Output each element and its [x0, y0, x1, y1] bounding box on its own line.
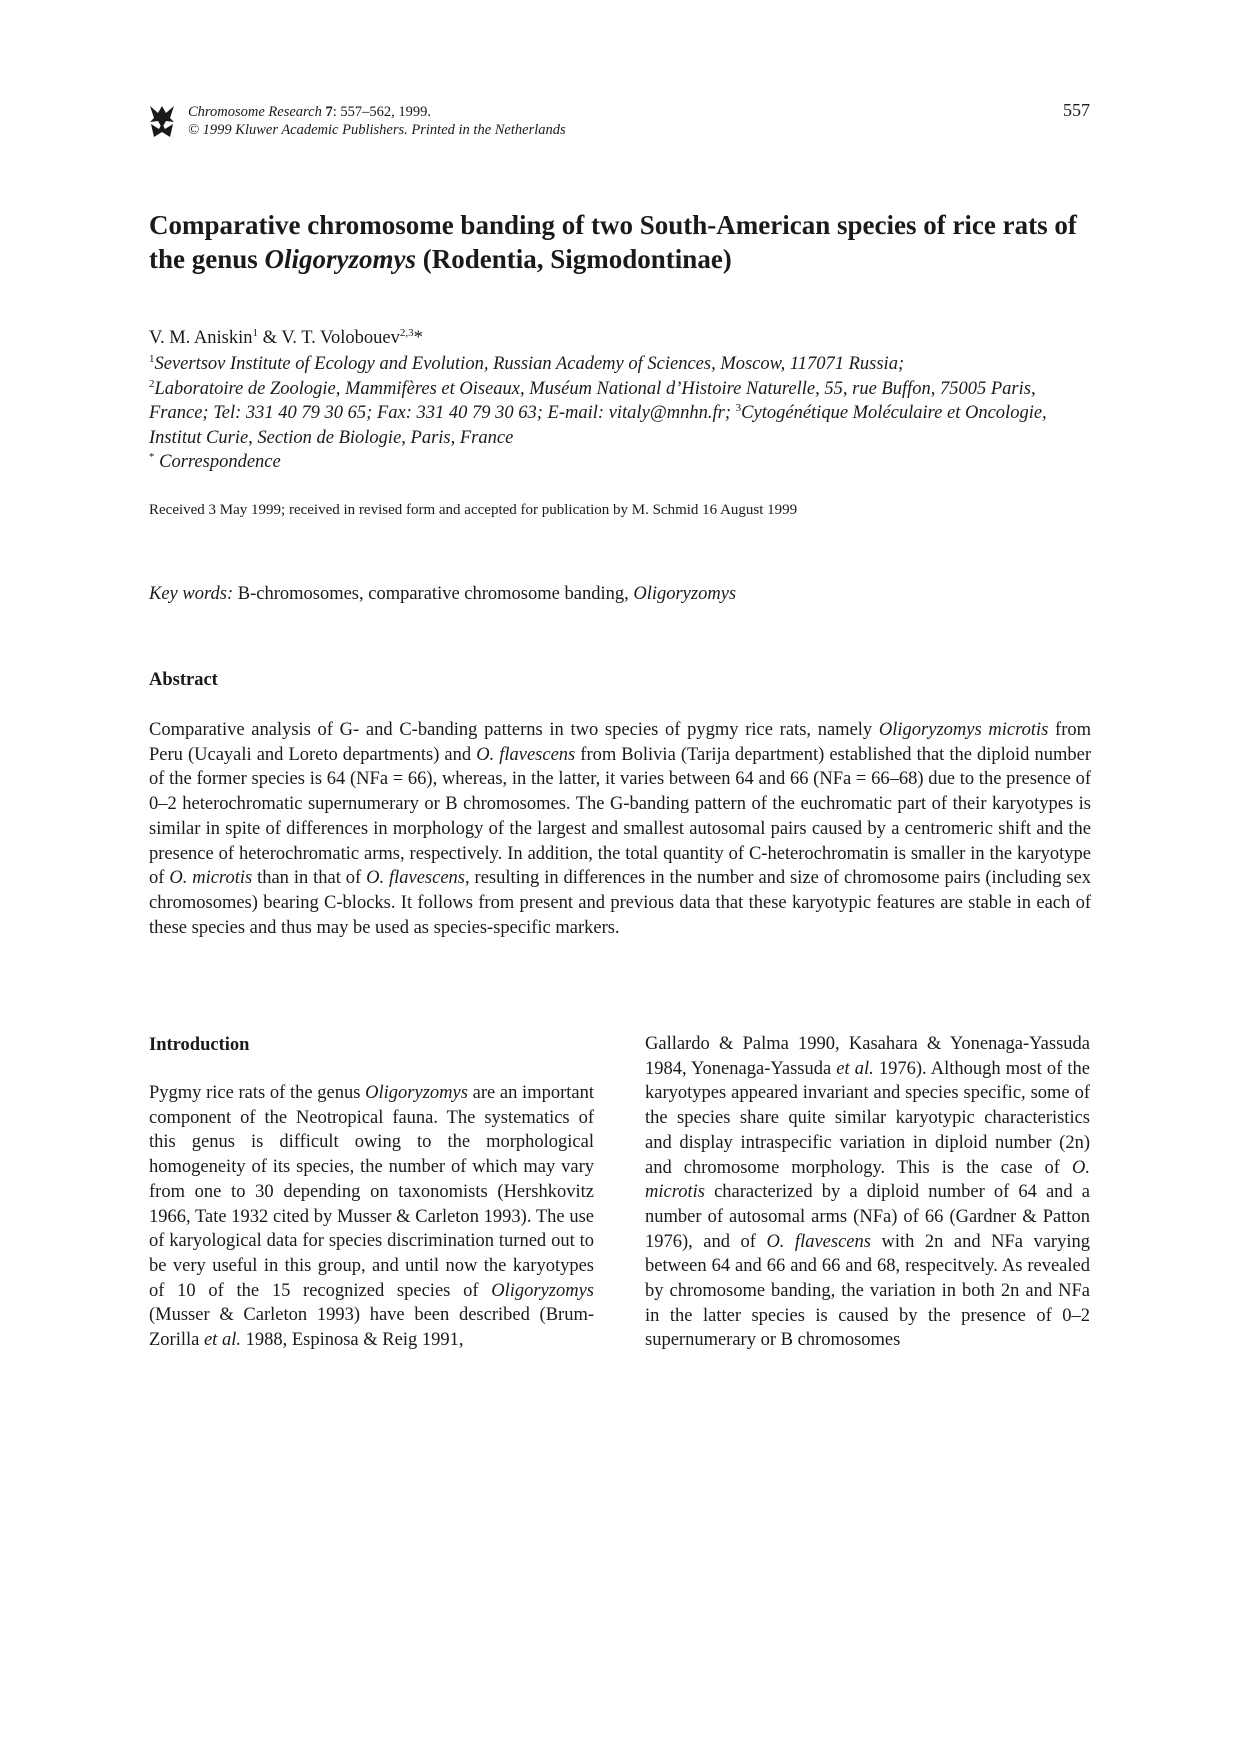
- authors: [149, 326, 423, 350]
- title-text-end: (Rodentia, Sigmodontinae): [416, 244, 732, 274]
- abstract-text: than in that of: [252, 868, 367, 889]
- genus-name: Oligoryzomys: [365, 1083, 468, 1103]
- introduction-heading: Introduction: [149, 1035, 250, 1055]
- intro-text: characterized by a diploid number of 64 and a number of autosomal arms (NFa) of 66 (Gardner & Patton 1976), and of: [645, 1182, 1090, 1252]
- affil-3-sup: 3: [735, 401, 742, 414]
- author-2: V. T. Volobouev: [281, 328, 400, 348]
- journal-volume: 7: [325, 104, 333, 120]
- species-name: O. microtis: [645, 1157, 1090, 1203]
- intro-text: Gallardo & Palma 1990, Kasahara & Yonenaga-Yassuda 1984, Yonenaga-Yassuda: [645, 1034, 1090, 1079]
- species-name: O. flavescens: [366, 868, 466, 889]
- species-name: O. flavescens: [476, 744, 576, 765]
- keywords-label: Key words:: [149, 584, 234, 604]
- keywords: [149, 584, 736, 605]
- affil-2-sup: 2: [149, 377, 155, 390]
- author-sep: &: [258, 328, 282, 348]
- journal-header: [188, 103, 566, 139]
- keywords-genus: Oligoryzomys: [633, 584, 737, 604]
- abstract-text: from Peru (Ucayali and Loreto departments) and: [149, 720, 1091, 765]
- abstract-text: from Bolivia (Tarija department) established that the diploid number of the former species is 64 (NFa = 66), whereas, in the latter, it varies between 64 and 66 (NFa = 66–68) due to the presence of 0–2 heterochromatic supernumerary or B chromosomes. The G-banding pattern of the euchromatic part of their karyotypes is similar in spite of differences in morphology of the largest and smallest autosomal pairs caused by a centromeric shift and the presence of heterochromatic arms, respectively. In addition, the total quantity of C-heterochromatin is smaller in the karyotype of: [149, 744, 1091, 889]
- genus-name: Oligoryzomys: [491, 1280, 594, 1301]
- affiliation-2-3: [149, 377, 1099, 451]
- species-name: O. flavescens: [766, 1231, 871, 1252]
- affil-3-text: Cytogénétique Moléculaire et Oncologie, Institut Curie, Section de Biologie, Paris, France: [149, 403, 1047, 448]
- species-name: O. microtis: [169, 868, 253, 889]
- title-genus: Oligoryzomys: [264, 244, 417, 274]
- page-number: 557: [1063, 100, 1090, 120]
- author-1: V. M. Aniskin: [149, 328, 253, 348]
- publisher-logo: [148, 104, 176, 140]
- received-dates: Received 3 May 1999; received in revised form and accepted for publication by M. Schmid 16 August 1999: [149, 502, 798, 518]
- intro-text: with 2n and NFa varying between 64 and 66 and 66 and 68, respecitvely. As revealed by chromosome banding, the variation in both 2n and NFa in the latter species is caused by the presence of 0–2 supernumerary or B chromosomes: [645, 1231, 1090, 1351]
- affiliation-1: [149, 352, 1099, 377]
- abstract-heading: Abstract: [149, 670, 218, 690]
- affiliations: [149, 352, 1099, 475]
- introduction-column-1: [149, 1081, 594, 1353]
- corr-star: *: [149, 450, 155, 463]
- correspondence: [149, 450, 1099, 475]
- affil-2-text: Laboratoire de Zoologie, Mammifères et Oiseaux, Muséum National d’Histoire Naturelle, 55, rue Buffon, 75005 Paris, France; Tel: 331 40 79 30 65; Fax: 331 40 79 30 63; E-mail: vitaly@mnhn.fr;: [149, 378, 1036, 423]
- affil-1-text: Severtsov Institute of Ecology and Evolution, Russian Academy of Sciences, Moscow, 117071 Russia;: [154, 354, 905, 374]
- affil-1-sup: 1: [149, 352, 155, 365]
- author-star: *: [413, 328, 423, 348]
- abstract-text: Comparative analysis of G- and C-banding patterns in two species of pygmy rice rats, namely: [149, 720, 879, 740]
- intro-text: Pygmy rice rats of the genus: [149, 1083, 366, 1103]
- intro-text: 1988, Espinosa & Reig 1991,: [240, 1330, 464, 1351]
- species-name: Oligoryzomys microtis: [878, 720, 1049, 740]
- intro-text: (Musser & Carleton 1993) have been described (Brum-Zorilla: [149, 1305, 594, 1351]
- author-2-sup: 2,3: [399, 326, 414, 339]
- copyright-line: © 1999 Kluwer Academic Publishers. Printed in the Netherlands: [188, 122, 566, 138]
- intro-text: are an important component of the Neotropical fauna. The systematics of this genus is difficult owing to the morphological homogeneity of its species, the number of which may vary from one to 30 depending on taxonomists (Hershkovitz 1966, Tate 1932 cited by Musser & Carleton 1993). The use of karyological data for species discrimination turned out to be very useful in this group, and until now the karyotypes of 10 of the 15 recognized species of: [149, 1083, 594, 1301]
- abstract-text: , resulting in differences in the number and size of chromosome pairs (including sex chromosomes) bearing C-blocks. It follows from present and previous data that these karyotypic features are stable in each of these species and thus may be used as species-specific markers.: [149, 868, 1091, 938]
- intro-text: 1976). Although most of the karyotypes appeared invariant and species specific, some of the species share quite similar karyotypic characteristics and display intraspecific variation in diploid number (2n) and chromosome morphology. This is the case of: [645, 1058, 1090, 1178]
- author-1-sup: 1: [252, 326, 258, 339]
- title-text: Comparative chromosome banding of two South-American species of rice rats of the genus: [149, 210, 1077, 274]
- introduction-column-2: [645, 1032, 1090, 1353]
- journal-pages: : 557–562, 1999.: [332, 104, 431, 120]
- keywords-text: B-chromosomes, comparative chromosome banding,: [233, 584, 634, 604]
- journal-citation: [188, 103, 566, 121]
- et-al: et al.: [836, 1058, 874, 1079]
- corr-text: Correspondence: [154, 452, 281, 472]
- et-al: et al.: [203, 1330, 241, 1351]
- abstract-body: [149, 718, 1091, 940]
- journal-name: Chromosome Research: [188, 104, 322, 120]
- paper-title: [149, 208, 1109, 276]
